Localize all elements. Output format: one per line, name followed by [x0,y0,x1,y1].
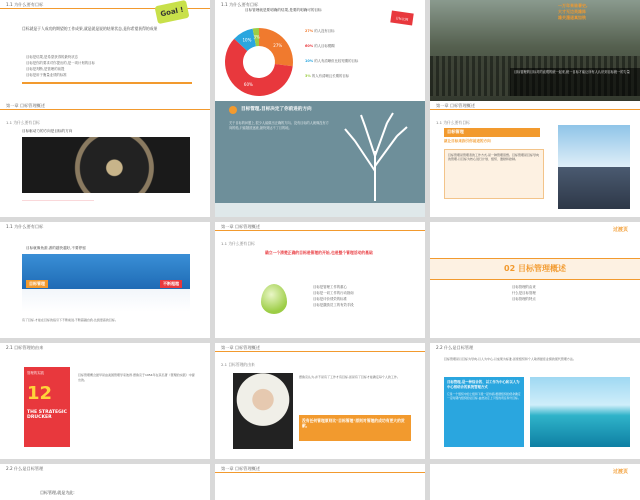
pie-chart [219,22,299,102]
slide-thumbnail-2[interactable] [215,0,425,116]
chapter-item: 什么是目标管理 [512,291,536,295]
stat-row [305,58,423,73]
transition-brand: 过渡页 [612,227,628,233]
stat-pct: 27% [305,29,314,33]
title-bar: 目标管理 [444,128,540,137]
goal-badge [154,0,189,24]
book-cover [24,367,70,447]
quote-box: 没有任何管理原则比"目标管理"原则对管理的成功有更大的贡献。 [299,415,411,441]
chapter-band [430,258,640,280]
stat-row [305,73,423,88]
poem-line: 一万年来谁著史, [558,3,588,8]
goal-badge-text: Goal ! [159,5,185,19]
feature-bullets [313,284,354,308]
slide-header: 第一章 目标管理概述 [6,103,46,108]
orange-circle-icon [229,106,237,114]
stat-row [305,28,423,43]
bullet-item: 目标是评价绩效的标准 [313,297,347,301]
slide-header: 2.1 目标管理的由来 [6,345,44,350]
ratio-badge-text: 目标比例 [395,15,409,22]
stat-text: 的人没有目标 [314,29,335,33]
section-label: 2.1 目标管理的由来 [221,362,255,367]
slide-header: 第一章 目标管理概述 [436,103,476,108]
pie-slice-label: 27% [273,42,283,48]
slide-thumbnail-13[interactable] [0,464,210,500]
info-box [444,377,524,447]
slide-thumbnail-12[interactable] [430,343,640,459]
goal-heading: 目标就是于人成功的期望的工作成果,就是就是说的结果状态,是你希望获得的成果 [22,26,158,31]
stats-list [305,28,423,88]
bullet-item: 目标是结果,是希望获得的最终状态 [26,55,78,59]
slide-header: 1.1 为什么要有目标 [6,224,44,229]
slide-thumbnail-1[interactable] [0,0,210,116]
bullet-item: 目标是管理工作的重心 [313,285,347,289]
businessman-photo [558,125,630,209]
stat-pct: 10% [305,59,314,63]
book-top-text: 管理的实践 [27,371,44,375]
poem-tags [558,3,588,21]
section-label: 1.1 为什么要有目标 [436,120,470,125]
stat-text: 的人有清晰但比较短期的目标 [314,59,359,63]
goal-bullets [26,54,95,78]
section-label: 1.1 为什么要有目标 [6,120,40,125]
body-text: 德鲁克认为,并不是有了工作才有目标,而是有了目标才能确定每个人的工作。 [299,375,400,379]
slide-header: 第一章 目标管理概述 [221,466,261,471]
green-egg-icon [261,284,287,314]
chapter-item: 目标管理的由来 [512,285,536,289]
slide-thumbnail-8[interactable] [215,222,425,338]
stat-text: 的人有清晰且长期的目标 [311,74,350,78]
slide-header: 1.1 为什么要有目标 [6,2,44,7]
transition-brand: 过渡页 [612,469,628,475]
slide-header: 2.2 什么是目标管理 [436,345,474,350]
slide-thumbnail-11[interactable] [215,343,425,459]
header-rule [215,472,425,473]
bullet-item: 目标是你的要求对你提出的,是一项计划的目标 [26,61,95,65]
book-title-2: DRUCKER [27,415,52,420]
book-number: 12 [27,383,53,404]
highlight-text: 确立一个清楚正确的目标是管理的开始,也是整个管理活动的基础 [265,250,373,255]
slide-header: 2.2 什么是目标管理 [6,466,44,471]
header-rule [215,351,425,352]
slide-subtitle: 就让目标来指引你前进的方向 [444,139,491,143]
slide-thumbnail-10[interactable] [0,343,210,459]
header-rule [430,109,640,110]
book-title: THE STRATEGIC [27,410,68,415]
slide-header: 第一章 目标管理概述 [221,224,261,229]
slide-thumbnail-15[interactable] [430,464,640,500]
slide-thumbnail-14[interactable] [215,464,425,500]
ratio-badge [390,11,413,26]
pie-slice-label: 10% [242,37,252,43]
intro-text: 目标管理是以目标为导向,以人为中心,以成果为标准,而使组织和个人取得最佳业绩的现代管理方法。 [444,357,576,361]
bare-tree-illustration [335,111,415,201]
slide-title: 目标就像鱼游,游的越快越好,不要停留 [26,246,86,250]
caption: 有了目标,才能在目标的指引下不断前进,不断超越自我,达到更高的目标。 [22,318,118,322]
info-box-text: 它是一个组织中的上级和下级一起协商,根据组织的使命确定一定时期内组织的总目标,由此决定上下级的责任和分目标。 [447,392,521,401]
slide-thumbnail-6[interactable] [430,101,640,217]
caption-band: 目标管理的目标对的直观的统一起来,统一目标才能让所有人认识到目标统一的力量 [510,68,640,96]
slide-title: 目标管理,目标决定了你前进的方向 [241,107,312,112]
poem-line: 大才无边英雄阵 [558,9,586,14]
poem-line: 雄关漫道真如铁 [558,15,586,20]
stat-pct: 60% [305,44,314,48]
slide-thumbnail-4[interactable] [0,101,210,217]
slide-thumbnail-7[interactable] [0,222,210,338]
slide-thumbnail-3[interactable] [430,0,640,116]
slide-header: 1.1 为什么要有目标 [221,2,259,7]
pie-slice-label: 3% [253,34,260,40]
chapter-title: 02 目标管理概述 [504,264,566,273]
header-rule [0,109,210,110]
bullet-item: 目标是激励员工的有效手段 [313,303,354,307]
body-text: 关于目标的问题上,很少人能做出正确的方向。没有目标的人就像没有方向的船,只能随波逐流,最终到达不了目的地。 [229,121,329,130]
info-box-title: 目标管理,是一种综合的、以工作为中心和以人为中心相结合的系统管理方式 [447,380,520,389]
bullet-item: 目标是判断,是管理的前提 [26,67,65,71]
bullet-item: 目标是一切工作的行动指南 [313,291,354,295]
slide-header: 第一章 目标管理概述 [221,345,261,350]
chapter-items [512,284,536,302]
stat-pct: 3% [305,74,311,78]
snow-ground [215,203,425,217]
slide-title: 目标管理就是要明确的结果,是要的明确可的目标 [245,8,322,12]
section-label: 1.1 为什么要有目标 [221,241,255,246]
slide-thumbnail-9[interactable] [430,222,640,338]
stat-text: 的人目标模糊 [314,44,335,48]
bullet-item: 目标是用于衡量业绩的标准 [26,73,67,77]
header-rule [215,230,425,231]
stat-row [305,43,423,58]
body-text: 目标管理概念最早是由美国管理学家彼得·德鲁克于1954年在其名著《管理的实践》中提出的。 [78,373,195,382]
slide-thumbnail-5[interactable] [215,101,425,217]
divider [22,82,192,84]
tag-goal: 目标管理 [26,280,48,288]
tropical-island-photo [530,377,630,447]
bicycle-wheel-photo [22,137,190,193]
slide-title: 目标管理,就是为此: [40,490,75,495]
tag-surpass: 不断超越 [160,280,182,288]
chapter-item: 目标管理的特点 [512,297,536,301]
pie-slice-label: 60% [243,82,253,88]
text-box: 目标管理是管理者的工作方式,是一种管理思想。目标管理是目标导向的管理,以目标为核心进行计划、组织、激励和控制。 [444,149,544,199]
drucker-portrait [233,373,293,449]
caption: ________________________________________________ [22,197,94,201]
slide-title: 目标驱动力的方向是目标的方向 [22,129,73,133]
